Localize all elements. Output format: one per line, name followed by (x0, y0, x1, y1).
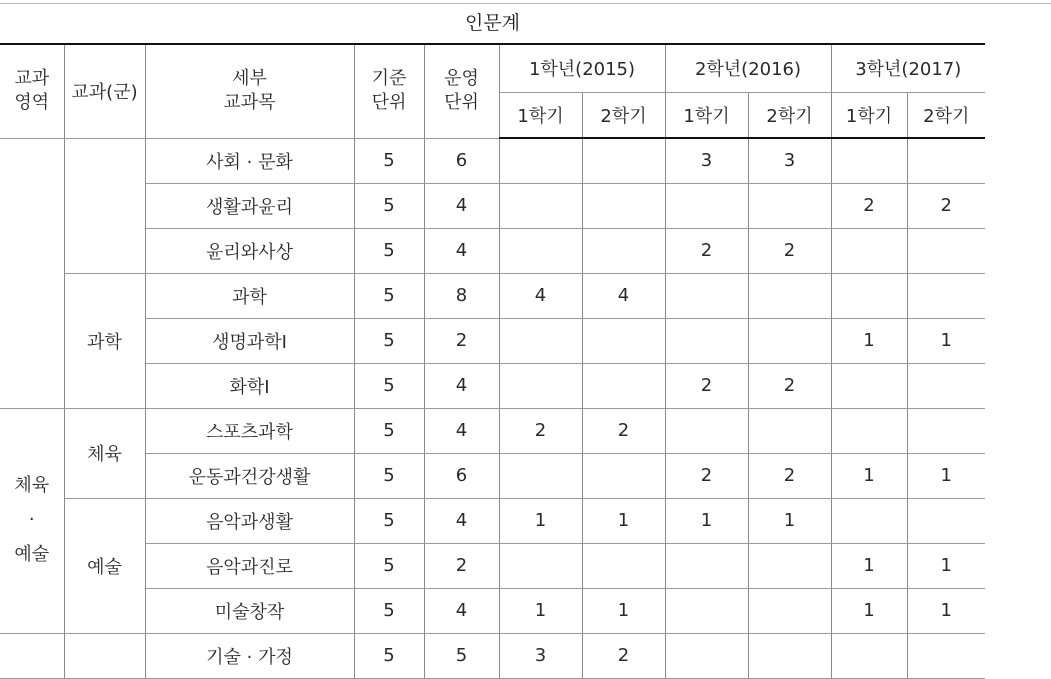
term-cell (748, 543, 831, 588)
term-cell: 1 (499, 588, 582, 633)
header-term: 1학기 (831, 92, 907, 138)
header-grade-3: 3학년(2017) (831, 44, 985, 92)
standard-units-cell: 5 (354, 498, 424, 543)
area-cell-social-science (0, 138, 64, 408)
header-operating-units (424, 44, 499, 138)
term-cell (665, 543, 748, 588)
operating-units-cell: 4 (424, 183, 499, 228)
operating-units-cell: 4 (424, 228, 499, 273)
header-term: 2학기 (907, 92, 985, 138)
header-row-1 (0, 44, 985, 92)
standard-units-cell: 5 (354, 273, 424, 318)
term-cell: 2 (831, 183, 907, 228)
term-cell (831, 408, 907, 453)
term-cell (499, 363, 582, 408)
term-cell (831, 633, 907, 678)
standard-units-cell: 5 (354, 183, 424, 228)
header-term: 1학기 (499, 92, 582, 138)
table-row (0, 588, 985, 633)
term-cell: 1 (582, 498, 665, 543)
subject-cell: 과학 (145, 273, 354, 318)
term-cell: 1 (831, 453, 907, 498)
group-cell-social (64, 138, 145, 273)
subject-cell: 운동과건강생활 (145, 453, 354, 498)
table-row (0, 273, 985, 318)
header-subject-line1: 세부 (232, 67, 267, 89)
term-cell (748, 318, 831, 363)
table-row (0, 453, 985, 498)
term-cell: 1 (831, 588, 907, 633)
operating-units-cell: 5 (424, 633, 499, 678)
subject-cell: 기술 · 가정 (145, 633, 354, 678)
group-cell-science: 과학 (64, 273, 145, 408)
term-cell (499, 318, 582, 363)
term-cell (499, 453, 582, 498)
term-cell (907, 363, 985, 408)
term-cell (748, 588, 831, 633)
group-cell-arts: 예술 (64, 498, 145, 633)
term-cell: 2 (499, 408, 582, 453)
table-title: 인문계 (464, 12, 521, 34)
subject-cell: 사회 · 문화 (145, 138, 354, 183)
operating-units-cell: 4 (424, 498, 499, 543)
header-std-line1: 기준 (371, 67, 407, 89)
table-row (0, 408, 985, 453)
table-row (0, 363, 985, 408)
standard-units-cell: 5 (354, 588, 424, 633)
table-row (0, 498, 985, 543)
term-cell (907, 633, 985, 678)
term-cell (907, 138, 985, 183)
header-area-line2: 영역 (14, 92, 50, 114)
operating-units-cell: 4 (424, 363, 499, 408)
standard-units-cell: 5 (354, 633, 424, 678)
term-cell: 1 (907, 543, 985, 588)
subject-cell: 생활과윤리 (145, 183, 354, 228)
term-cell: 1 (831, 543, 907, 588)
term-cell: 2 (907, 183, 985, 228)
area-cell-pe-arts (0, 408, 64, 633)
area-pe-arts-line3: 예술 (14, 543, 50, 565)
term-cell (499, 543, 582, 588)
term-cell (582, 318, 665, 363)
operating-units-cell: 6 (424, 453, 499, 498)
standard-units-cell: 5 (354, 228, 424, 273)
term-cell (665, 408, 748, 453)
subject-cell: 음악과생활 (145, 498, 354, 543)
operating-units-cell: 8 (424, 273, 499, 318)
term-cell: 1 (499, 498, 582, 543)
term-cell (748, 273, 831, 318)
table-row (0, 228, 985, 273)
term-cell (665, 273, 748, 318)
header-group: 교과(군) (64, 44, 145, 138)
table-row (0, 138, 985, 183)
term-cell (907, 408, 985, 453)
term-cell: 2 (748, 228, 831, 273)
table-row (0, 543, 985, 588)
term-cell (907, 273, 985, 318)
standard-units-cell: 5 (354, 318, 424, 363)
header-area (0, 44, 64, 138)
term-cell (665, 318, 748, 363)
header-grade-1: 1학년(2015) (499, 44, 665, 92)
subject-cell: 스포츠과학 (145, 408, 354, 453)
table-row (0, 633, 985, 678)
term-cell: 1 (907, 588, 985, 633)
header-grade-2: 2학년(2016) (665, 44, 831, 92)
subject-cell: 윤리와사상 (145, 228, 354, 273)
header-subject-line2: 교과목 (223, 92, 276, 114)
operating-units-cell: 2 (424, 543, 499, 588)
term-cell: 2 (665, 453, 748, 498)
curriculum-table (0, 43, 985, 679)
term-cell (582, 183, 665, 228)
term-cell: 1 (748, 498, 831, 543)
header-std-line2: 단위 (371, 92, 407, 114)
standard-units-cell: 5 (354, 453, 424, 498)
term-cell: 4 (499, 273, 582, 318)
header-subject (145, 44, 354, 138)
term-cell (499, 138, 582, 183)
table-body (0, 138, 985, 678)
term-cell (748, 633, 831, 678)
standard-units-cell: 5 (354, 138, 424, 183)
operating-units-cell: 4 (424, 588, 499, 633)
operating-units-cell: 2 (424, 318, 499, 363)
term-cell: 2 (748, 363, 831, 408)
term-cell: 2 (582, 633, 665, 678)
subject-cell: 생명과학I (145, 318, 354, 363)
term-cell (499, 183, 582, 228)
standard-units-cell: 5 (354, 543, 424, 588)
table-row (0, 318, 985, 363)
term-cell (582, 228, 665, 273)
term-cell (582, 138, 665, 183)
term-cell: 1 (831, 318, 907, 363)
term-cell: 1 (907, 318, 985, 363)
term-cell: 2 (582, 408, 665, 453)
term-cell (582, 363, 665, 408)
operating-units-cell: 4 (424, 408, 499, 453)
term-cell (665, 633, 748, 678)
group-cell-next (64, 633, 145, 678)
header-op-line1: 운영 (444, 67, 479, 89)
term-cell (831, 138, 907, 183)
header-op-line2: 단위 (444, 92, 479, 114)
table-header (0, 44, 985, 138)
top-rule (0, 3, 1051, 4)
header-standard-units (354, 44, 424, 138)
area-pe-arts-line2: · (28, 509, 35, 531)
header-term: 2학기 (582, 92, 665, 138)
term-cell: 3 (748, 138, 831, 183)
subject-cell: 음악과진로 (145, 543, 354, 588)
standard-units-cell: 5 (354, 408, 424, 453)
operating-units-cell: 6 (424, 138, 499, 183)
area-pe-arts-line1: 체육 (14, 475, 50, 497)
term-cell: 3 (665, 138, 748, 183)
subject-cell: 화학I (145, 363, 354, 408)
term-cell (582, 543, 665, 588)
subject-cell: 미술창작 (145, 588, 354, 633)
group-cell-pe: 체육 (64, 408, 145, 498)
term-cell (499, 228, 582, 273)
term-cell (831, 363, 907, 408)
term-cell (748, 183, 831, 228)
term-cell (907, 228, 985, 273)
header-term: 1학기 (665, 92, 748, 138)
term-cell: 4 (582, 273, 665, 318)
term-cell (665, 588, 748, 633)
term-cell: 1 (665, 498, 748, 543)
header-area-line1: 교과 (14, 67, 50, 89)
term-cell: 2 (665, 363, 748, 408)
term-cell (831, 498, 907, 543)
standard-units-cell: 5 (354, 363, 424, 408)
term-cell: 1 (907, 453, 985, 498)
table-row (0, 183, 985, 228)
area-cell-next (0, 633, 64, 678)
term-cell: 2 (665, 228, 748, 273)
term-cell (748, 408, 831, 453)
term-cell (665, 183, 748, 228)
header-term: 2학기 (748, 92, 831, 138)
term-cell: 3 (499, 633, 582, 678)
term-cell: 1 (582, 588, 665, 633)
term-cell (831, 273, 907, 318)
term-cell: 2 (748, 453, 831, 498)
term-cell (907, 498, 985, 543)
term-cell (831, 228, 907, 273)
term-cell (582, 453, 665, 498)
